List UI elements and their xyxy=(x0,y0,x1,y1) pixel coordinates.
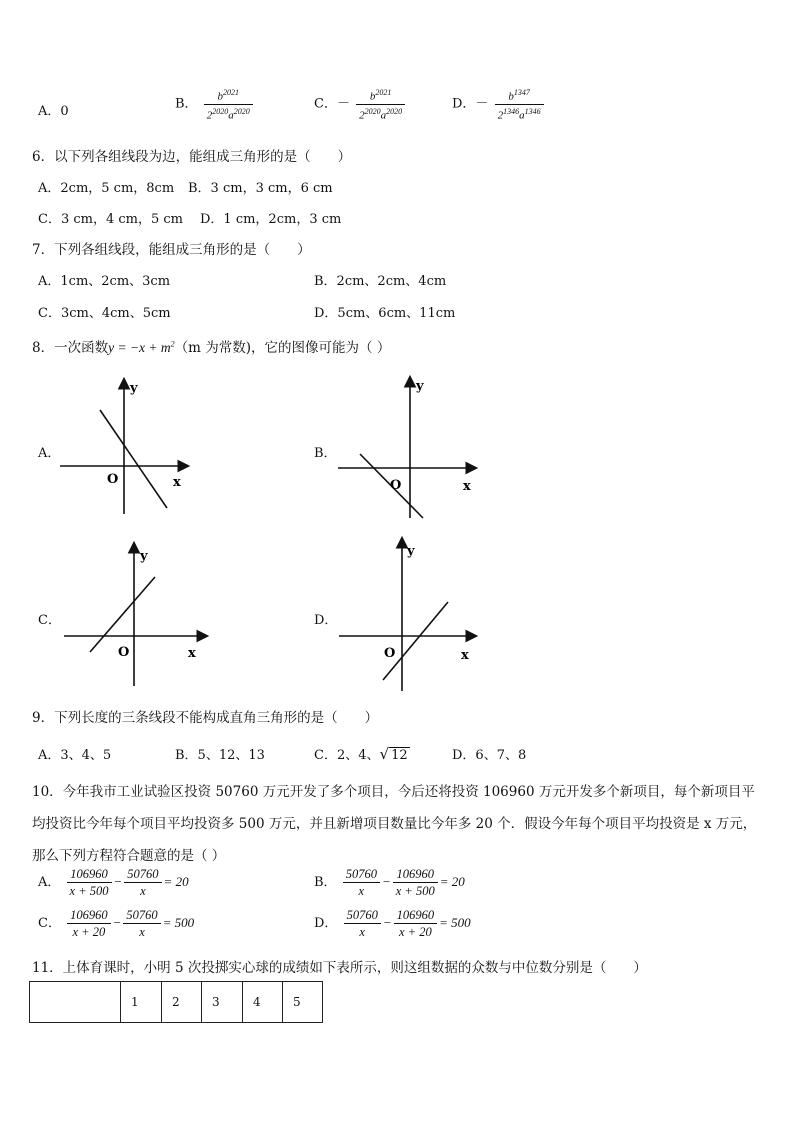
q6-stem: 6．以下列各组线段为边，能组成三角形的是（ ） xyxy=(32,149,352,165)
q5-option-c-fraction: $\frac{b^{2021}}{2^{2020}a^{2020}}$ xyxy=(356,86,405,122)
q8-option-c-label: C． xyxy=(38,613,61,628)
q8-graph-a-y-label: y xyxy=(130,381,138,396)
q11-score-table xyxy=(29,981,323,1023)
table-row xyxy=(30,982,323,1023)
q8-graph-a-origin: O xyxy=(107,472,119,487)
q5-option-b-label: B． xyxy=(175,96,198,112)
q8-graph-c-origin: O xyxy=(118,645,130,660)
q8-graph-a xyxy=(55,372,205,522)
q7-option-c: C．3cm、4cm、5cm xyxy=(38,306,171,321)
q7-option-d: D．5cm、6cm、11cm xyxy=(314,306,456,321)
q10-line-1: 10．今年我市工业试验区投资 50760 万元开发了多个项目，今后还将投资 106960 万元开发多个新项目，每个新项目平 xyxy=(32,784,755,800)
q9-option-d: D．6、7、8 xyxy=(452,748,527,763)
table-cell xyxy=(30,982,121,1023)
q8-graph-b-origin: O xyxy=(390,478,402,493)
q8-graph-a-x-label: x xyxy=(173,475,181,490)
table-cell: 4 xyxy=(243,982,283,1023)
q9-option-c: C．2、4、√ 12 xyxy=(314,745,408,763)
q9-option-b: B．5、12、13 xyxy=(175,748,265,763)
q11-stem: 11．上体育课时，小明 5 次投掷实心球的成绩如下表所示，则这组数据的众数与中位数分别是（ ） xyxy=(32,960,647,976)
q9-option-a: A．3、4、5 xyxy=(38,748,112,763)
q5-option-d xyxy=(452,86,546,122)
q5-option-a: A．0 xyxy=(38,104,69,119)
q6-option-c: C．3 cm，4 cm，5 cm xyxy=(38,212,183,227)
q8-graph-b-y-label: y xyxy=(416,379,424,394)
q6-option-b: B．3 cm，3 cm，6 cm xyxy=(188,181,333,196)
q8-option-b-label: B． xyxy=(314,446,337,461)
q8-graph-c xyxy=(60,540,210,690)
q5-option-b xyxy=(175,86,255,122)
q10-option-c: C． $\frac{106960}{x + 20}$ − $\frac{50760}{x}$ = 500 xyxy=(38,908,195,939)
q8-formula: $y = -x + m^2$ xyxy=(108,339,175,355)
q9-stem: 9．下列长度的三条线段不能构成直角三角形的是（ ） xyxy=(32,710,379,726)
q7-option-a: A．1cm、2cm、3cm xyxy=(38,274,171,289)
q8-option-a-label: A． xyxy=(38,446,61,461)
q8-graph-c-x-label: x xyxy=(188,646,196,661)
q8-graph-d-x-label: x xyxy=(461,648,469,663)
q5-option-c-label: C．－ xyxy=(314,96,350,112)
q8-stem: 8．一次函数$y = -x + m^2(m$ 为常数)，它的图像可能为（ ） xyxy=(32,339,391,356)
q8-graph-b-x-label: x xyxy=(463,479,471,494)
table-cell: 5 xyxy=(283,982,323,1023)
table-cell: 3 xyxy=(202,982,243,1023)
q5-option-d-label: D．－ xyxy=(452,96,489,112)
sqrt-symbol: √ xyxy=(379,745,390,763)
q6-option-d: D．1 cm，2cm，3 cm xyxy=(200,212,342,227)
q10-option-b: B． $\frac{50760}{x}$ − $\frac{106960}{x + 500}$ = 20 xyxy=(314,867,465,898)
q5-option-b-fraction: $\frac{b^{2021}}{2^{2020}a^{2020}}$ xyxy=(204,86,253,122)
q6-option-a: A．2cm，5 cm，8cm xyxy=(38,181,175,196)
q8-graph-c-y-label: y xyxy=(140,549,148,564)
q5-option-d-fraction: $\frac{b^{1347}}{2^{1346}a^{1346}}$ xyxy=(495,86,544,122)
q5-option-c xyxy=(314,86,407,122)
q10-option-d: D． $\frac{50760}{x}$ − $\frac{106960}{x + 20}$ = 500 xyxy=(314,908,471,939)
q8-graph-d-origin: O xyxy=(384,646,396,661)
q8-option-d-label: D． xyxy=(314,613,338,628)
table-cell: 2 xyxy=(162,982,202,1023)
q7-stem: 7．下列各组线段，能组成三角形的是（ ） xyxy=(32,242,311,258)
q8-graph-d-y-label: y xyxy=(407,544,415,559)
q10-line-3: 那么下列方程符合题意的是（ ） xyxy=(32,848,226,864)
q8-graph-d xyxy=(335,535,485,695)
table-cell: 1 xyxy=(121,982,162,1023)
q8-graph-b xyxy=(335,372,485,522)
q10-option-a: A． $\frac{106960}{x + 500}$ − $\frac{50760}{x}$ = 20 xyxy=(38,867,189,898)
q10-line-2: 均投资比今年每个项目平均投资多 500 万元，并且新增项目数量比今年多 20 个．假设今年每个项目平均投资是 x 万元， xyxy=(32,816,757,832)
q7-option-b: B．2cm、2cm、4cm xyxy=(314,274,447,289)
